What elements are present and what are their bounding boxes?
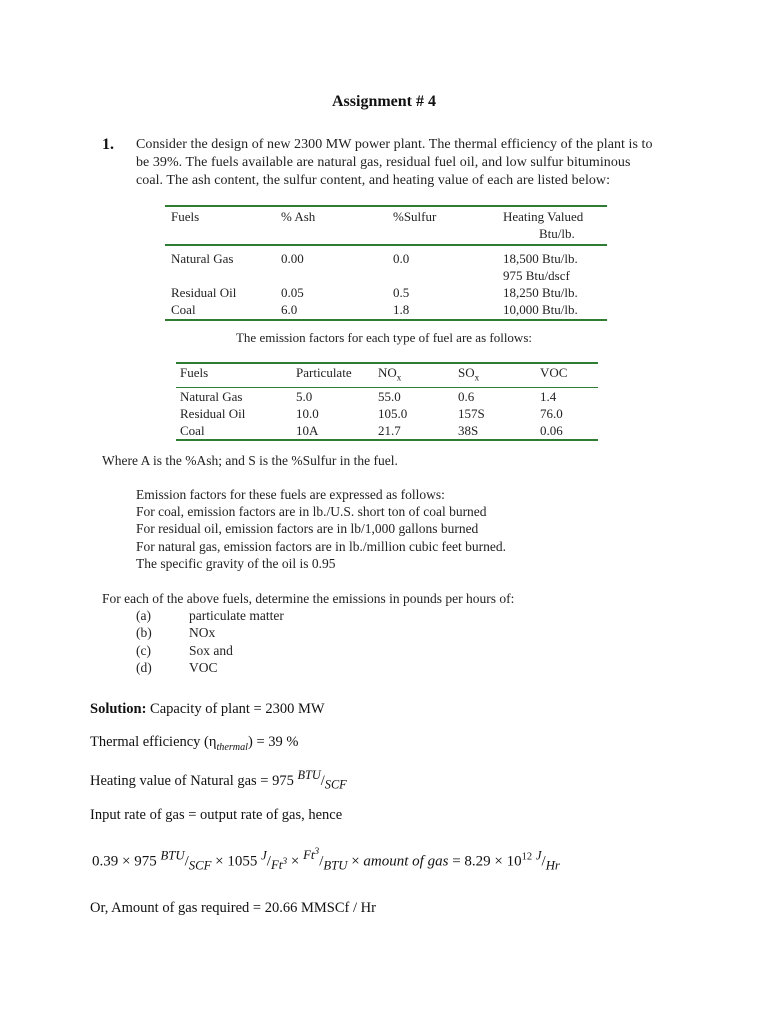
part-label: (d)	[136, 660, 152, 675]
eq-exp: 12	[521, 851, 533, 863]
factor-line: Emission factors for these fuels are expressed as follows:	[136, 487, 445, 502]
header-sulfur: %Sulfur	[393, 206, 503, 245]
header-nox-text: NO	[378, 365, 397, 380]
efficiency-sub: thermal	[216, 741, 248, 753]
heating-unit-num: BTU	[297, 768, 321, 782]
part-text: particulate matter	[189, 608, 284, 623]
cell-particulate: 10.0	[296, 405, 319, 421]
header-voc: VOC	[540, 363, 598, 387]
header-ash: % Ash	[281, 206, 393, 245]
eq-amount: amount of gas	[363, 853, 449, 870]
eq-unit: BTU	[323, 858, 348, 873]
factor-line: For natural gas, emission factors are in lb./million cubic feet burned.	[136, 539, 507, 554]
part-text: VOC	[189, 660, 218, 675]
eq-unit: BTU	[160, 848, 185, 863]
table-row	[176, 422, 598, 440]
intro-line: Consider the design of new 2300 MW power plant. The thermal efficiency of the plant is to	[136, 137, 653, 152]
factor-line: For coal, emission factors are in lb./U.S. short ton of coal burned	[136, 504, 487, 519]
eq-exp: 3	[282, 856, 288, 867]
cell-fuel: Natural Gas	[171, 251, 234, 266]
conclusion-line: Or, Amount of gas required = 20.66 MMSCf / Hr	[90, 900, 376, 916]
cell-fuel: Residual Oil	[171, 285, 237, 300]
efficiency-prefix: Thermal efficiency (η	[90, 734, 217, 750]
solution-label: Solution:	[90, 701, 147, 717]
fuel-properties-table	[165, 205, 607, 321]
header-heating-line1: Heating Valued	[503, 209, 584, 224]
part-label: (b)	[136, 625, 152, 640]
eq-unit	[271, 858, 287, 872]
cell-voc: 1.4	[540, 388, 557, 404]
cell-fuel: Coal	[171, 302, 196, 317]
cell-heating: 18,250 Btu/lb.	[503, 285, 578, 300]
eq-part: ×	[347, 853, 364, 870]
cell-nox: 55.0	[378, 388, 401, 404]
thermal-efficiency-line	[90, 734, 298, 753]
cell-ash: 0.00	[281, 251, 304, 266]
table-header-row	[176, 363, 598, 387]
eq-unit: SCF	[188, 858, 212, 873]
cell-nox: 105.0	[378, 405, 408, 421]
table-header-row	[165, 206, 607, 245]
cell-sox: 157S	[458, 405, 485, 421]
cell-voc: 0.06	[540, 422, 563, 438]
header-particulate: Particulate	[296, 363, 378, 387]
cell-voc: 76.0	[540, 405, 563, 421]
eq-unit	[303, 848, 319, 862]
capacity-text: Capacity of plant = 2300 MW	[150, 701, 325, 717]
table-row	[165, 284, 607, 301]
intro-line: be 39%. The fuels available are natural gas, residual fuel oil, and low sulfur bituminous	[136, 155, 631, 170]
header-sox-text: SO	[458, 365, 475, 380]
cell-fuel: Natural Gas	[180, 388, 243, 404]
cell-ash: 6.0	[281, 302, 298, 317]
efficiency-suffix: ) = 39 %	[247, 734, 299, 750]
question-number: 1.	[102, 136, 114, 153]
table-row	[165, 245, 607, 284]
eq-part: × 1055	[211, 853, 262, 870]
cell-sox: 0.6	[458, 388, 475, 404]
header-nox-sub: x	[396, 372, 402, 383]
factor-line: The specific gravity of the oil is 0.95	[136, 556, 336, 571]
determine-line: For each of the above fuels, determine the emissions in pounds per hours of:	[102, 591, 515, 606]
gas-equation: 0.39 × 975 $^{BTU}/_{SCF} \times 1055$ $^J/_{Ft^3} \times ^{Ft^3}/_{BTU}$ × amount of gas = $8.29 \times 10^{12}$ $^J/_{Hr}$	[92, 846, 560, 873]
header-nox	[378, 363, 458, 387]
cell-ash: 0.05	[281, 285, 304, 300]
header-fuels: Fuels	[165, 206, 281, 245]
header-sox-sub: x	[474, 372, 480, 383]
solution-capacity	[90, 701, 325, 718]
heating-value-line: Heating value of Natural gas = 975 $^{BTU}/_{SCF}$	[90, 768, 347, 792]
cell-particulate: 10A	[296, 422, 319, 438]
cell-heating	[503, 245, 607, 284]
eq-unit-text: Ft	[303, 848, 315, 863]
part-label: (c)	[136, 643, 151, 658]
cell-sulfur: 1.8	[393, 302, 410, 317]
cell-nox: 21.7	[378, 422, 401, 438]
table-row	[165, 301, 607, 320]
eq-part: ×	[287, 853, 304, 870]
page-title: Assignment # 4	[331, 93, 436, 110]
eq-part: 0.39 × 975	[92, 853, 161, 870]
cell-heating-line2: 975 Btu/dscf	[503, 268, 570, 283]
where-note: Where A is the %Ash; and S is the %Sulfur in the fuel.	[102, 453, 398, 468]
part-label: (a)	[136, 608, 151, 623]
cell-fuel: Residual Oil	[180, 405, 246, 421]
eq-unit-text: Ft	[270, 858, 283, 873]
header-fuels: Fuels	[176, 363, 296, 387]
cell-heating-line1: 18,500 Btu/lb.	[503, 251, 578, 266]
heating-prefix: Heating value of Natural gas = 975	[90, 772, 298, 789]
emission-caption: The emission factors for each type of fuel are as follows:	[235, 330, 532, 345]
cell-heating: 10,000 Btu/lb.	[503, 302, 578, 317]
header-heating	[503, 206, 607, 245]
intro-line: coal. The ash content, the sulfur content, and heating value of each are listed below:	[136, 173, 611, 188]
eq-unit: Hr	[545, 858, 560, 873]
factor-line: For residual oil, emission factors are in lb/1,000 gallons burned	[136, 521, 479, 536]
cell-particulate: 5.0	[296, 388, 313, 404]
eq-part: = 8.29 × 10	[448, 853, 522, 870]
part-text: Sox and	[189, 643, 233, 658]
table-row	[176, 405, 598, 422]
heating-unit-den: SCF	[324, 777, 347, 792]
cell-fuel: Coal	[180, 422, 205, 438]
cell-sulfur: 0.0	[393, 251, 410, 266]
eq-unit: J	[261, 848, 267, 863]
cell-sulfur: 0.5	[393, 285, 410, 300]
emission-factors-table	[176, 362, 598, 441]
input-rate-line: Input rate of gas = output rate of gas, hence	[90, 807, 343, 823]
header-sox	[458, 363, 540, 387]
header-heating-line2: Btu/lb.	[539, 226, 575, 241]
eq-exp: 3	[314, 846, 320, 857]
cell-sox: 38S	[458, 422, 479, 438]
part-text: NOx	[189, 625, 216, 640]
table-row	[176, 387, 598, 405]
eq-unit: J	[535, 848, 542, 863]
